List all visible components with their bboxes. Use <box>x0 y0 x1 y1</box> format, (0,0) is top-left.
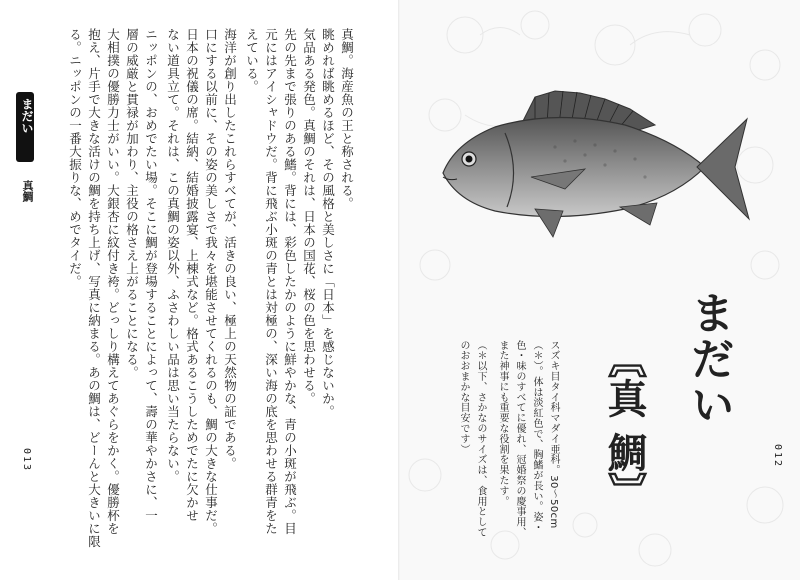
species-info-line: （＊）。体は淡紅色で、胸鰭が長い。姿・ <box>531 340 542 533</box>
species-info-note: （＊以下、さかなのサイズは、食用として <box>475 340 486 538</box>
red-sea-bream-icon <box>435 85 755 245</box>
species-info-line: 色・味のすべてに優れ、冠婚祭の慶事用、 <box>514 340 525 538</box>
body-text-column: 眺めれば眺めるほど、その風格と美しさに「日本」を感じないか。 <box>320 28 336 418</box>
side-label-kanji: 真鯛 <box>21 180 34 202</box>
species-info-line: スズキ目タイ科マダイ亜科。30〜50cm <box>548 340 559 529</box>
body-text-column: えている。 <box>244 28 260 93</box>
body-text-column: 口にする以前に、その姿の美しさで我々を堪能させてくれるのも、鯛の大きな仕事だ。 <box>203 28 219 535</box>
body-text-column: 元にはアイシャドウだ。背に飛ぶ小斑の青とは対極の、深い海の底を思わせる群青をた <box>263 28 279 535</box>
page-number: 013 <box>21 448 32 473</box>
body-text-column: 大相撲の優勝力士がいい。大銀杏に紋付き袴。どっしり構えてあぐらをかく。優勝杯を <box>105 28 121 535</box>
body-text-column: 抱え、片手で大きな活けの鯛を持ち上げ、写真に納まる。あの鯛は、どーんと大きいに限 <box>86 28 102 548</box>
title-kana: まだい <box>683 290 734 428</box>
body-text-column: る。ニッポンの一番大振りな、めでタイだ。 <box>67 28 83 288</box>
body-text-column: ニッポンの、おめでたい場。そこに鯛が登場することによって、壽の華やかさに、一 <box>143 28 159 522</box>
side-label-kana: まだい <box>20 98 34 134</box>
title-kanji: 〘真 鯛〙 <box>601 338 648 512</box>
body-text-column: 海洋が創り出したこれらすべてが、活きの良い、極上の天然物の証である。 <box>222 28 238 470</box>
side-section-badge <box>16 92 34 162</box>
body-text-column: 気品ある発色。真鯛のそれは、日本の国花、桜の色を思わせる。 <box>301 28 317 405</box>
body-text-column: 日本の祝儀の席。結納、結婚披露宴、上棟式など。格式あるこうしためでたに欠かせ <box>184 28 200 522</box>
species-info-note: のおおまかな目安です） <box>458 340 469 455</box>
body-text-column: 先の先まで張りのある鰭。背には、彩色したかのように鮮やかな、青の小斑が飛ぶ。目 <box>282 28 298 535</box>
page-number: 012 <box>772 444 783 469</box>
body-text-column: 真鯛。海産魚の王と称される。 <box>339 28 355 210</box>
body-text-column: 層の威厳と貫禄が加わり、主役の格さえ上がることになる。 <box>124 28 140 379</box>
species-info-line: また神事にも重要な役割を果たす。 <box>497 340 508 507</box>
body-text-column: ない道具立て。それは、この真鯛の姿以外、ふさわしい品は思い当たらない。 <box>165 28 181 483</box>
